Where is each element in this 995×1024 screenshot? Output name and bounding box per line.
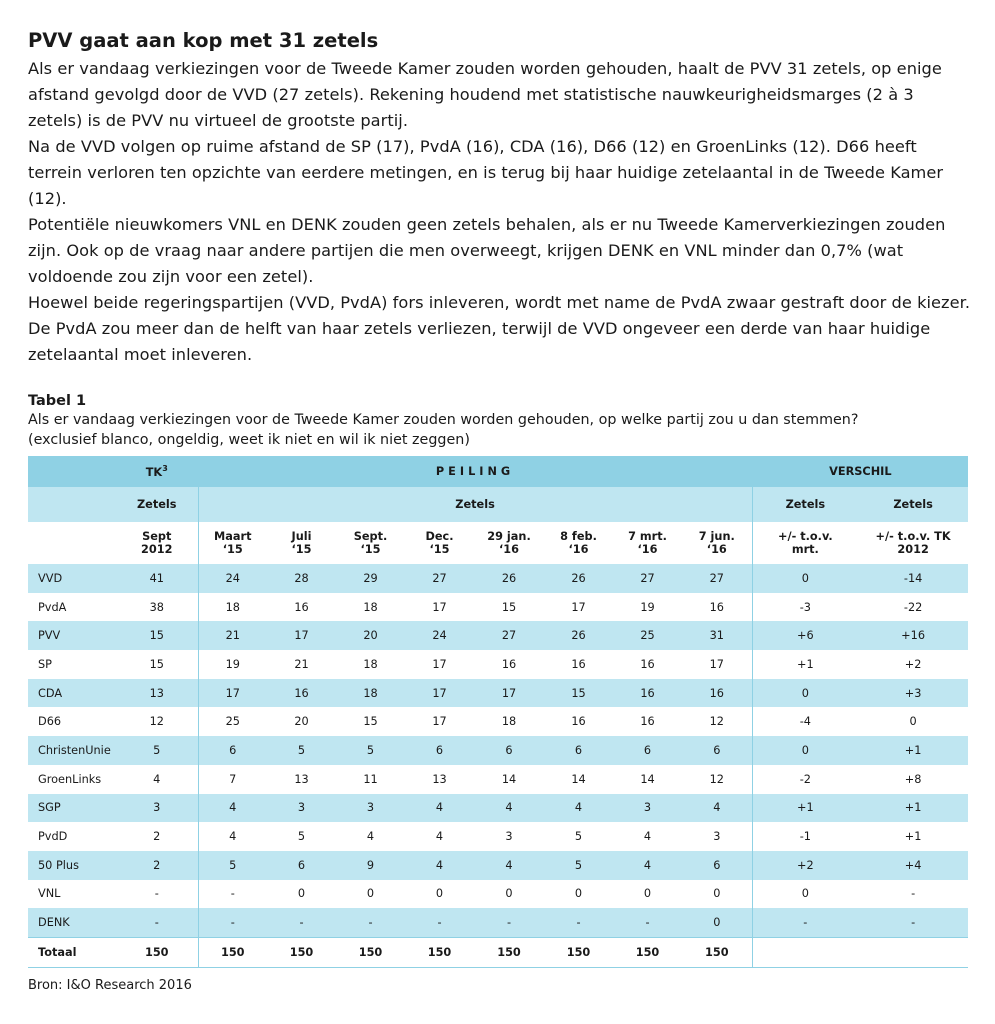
poll-value: 4 [366, 830, 375, 844]
poll-value: 31 [682, 621, 752, 650]
poll-value: 27 [613, 564, 682, 593]
poll-value: 16 [501, 657, 517, 671]
poll-value: 4 [682, 794, 752, 823]
poll-value: 15 [544, 679, 613, 708]
poll-value: 6 [267, 851, 336, 880]
diff-tk-value [858, 937, 968, 967]
tk-2012-value: 13 [116, 679, 198, 708]
diff-mrt-value: +1 [752, 794, 858, 823]
poll-value: 26 [474, 564, 544, 593]
poll-value: 6 [682, 851, 752, 880]
poll-value: 6 [198, 736, 267, 765]
header-diff-tk-zetels: Zetels [858, 487, 968, 522]
poll-value: 12 [709, 772, 724, 786]
diff-tk-value: +16 [858, 621, 968, 650]
party-name: D66 [38, 715, 62, 729]
poll-value: 5 [336, 736, 405, 765]
table-row [28, 593, 968, 622]
poll-value: 6 [405, 736, 474, 765]
header-verschil: VERSCHIL [752, 456, 968, 487]
diff-tk-value: +1 [858, 794, 968, 823]
poll-value: 5 [198, 851, 267, 880]
poll-value: 6 [474, 736, 544, 765]
source-note: Bron: I&O Research 2016 [28, 977, 192, 993]
poll-value: 17 [432, 657, 447, 671]
poll-value: 0 [297, 887, 306, 901]
table-row [28, 765, 968, 794]
table-row [28, 621, 968, 650]
tk-2012-value: - [154, 887, 159, 901]
diff-tk-value: 0 [909, 715, 917, 729]
tk-2012-value: 38 [149, 600, 164, 614]
total-row [28, 937, 968, 967]
poll-value: 0 [505, 887, 513, 901]
poll-value: 4 [643, 830, 652, 844]
poll-value: 26 [544, 564, 613, 593]
poll-value: 16 [267, 679, 336, 708]
poll-value: 7 [198, 765, 267, 794]
poll-value: 16 [571, 715, 586, 729]
poll-value: 6 [613, 736, 682, 765]
diff-mrt-value: 0 [752, 679, 858, 708]
poll-value: 14 [571, 772, 586, 786]
poll-value: 4 [405, 851, 474, 880]
poll-value: 150 [336, 937, 405, 967]
header-diff-mrt-zetels: Zetels [752, 487, 858, 522]
table-row [28, 822, 968, 851]
diff-mrt-value: 0 [752, 880, 858, 909]
poll-value: 18 [363, 657, 378, 671]
poll-value: 4 [198, 822, 267, 851]
poll-value: 14 [640, 772, 655, 786]
tk-2012-value: 15 [149, 657, 164, 671]
article-paragraph-4: Hoewel beide regeringspartijen (VVD, PvdA) fors inleveren, wordt met name de PvdA zwaar gestraft door de kiezer. De PvdA zou meer dan de helft van haar zetels verliezen, terwijl de VVD ongeveer een derde van haar huidige zetelaantal moet inleveren. [28, 293, 971, 364]
table-row [28, 851, 968, 880]
article-paragraph-2: Na de VVD volgen op ruime afstand de SP (17), PvdA (16), CDA (16), D66 (12) en GroenLinks (12). D66 heeft terrein verloren ten opzichte van eerdere metingen, en is terug bij haar huidige zetelaantal in de Tweede Kamer (12). [28, 137, 944, 208]
article-paragraph-3: Potentiële nieuwkomers VNL en DENK zouden geen zetels behalen, als er nu Tweede Kamerverkiezingen zouden zijn. Ook op de vraag naar andere partijen die men overweegt, krijgen DENK en VNL minder dan 0,7% (wat voldoende zou zijn voor een zetel). [28, 215, 946, 286]
table-row [28, 908, 968, 937]
header-empty [28, 456, 116, 487]
poll-value: 17 [432, 600, 447, 614]
poll-value: - [198, 880, 267, 909]
poll-value: 24 [405, 621, 474, 650]
table-row [28, 794, 968, 823]
poll-value: - [474, 908, 544, 937]
header-peiling-zetels: Zetels [198, 487, 752, 522]
tk-2012-value: 3 [116, 794, 198, 823]
poll-value: 4 [435, 830, 444, 844]
poll-value: - [198, 908, 267, 937]
poll-value: 25 [198, 707, 267, 736]
tk-2012-value: 15 [116, 621, 198, 650]
poll-value: 0 [574, 887, 583, 901]
party-name: PvdA [38, 600, 67, 614]
tk-2012-value: - [116, 908, 198, 937]
poll-value: - [544, 908, 613, 937]
header-poll-date: 7 jun. ‘16 [682, 522, 752, 564]
table-row [28, 707, 968, 736]
poll-value: 16 [294, 600, 309, 614]
poll-value: 16 [640, 715, 655, 729]
poll-value: 9 [336, 851, 405, 880]
table-row [28, 679, 968, 708]
poll-value: 12 [709, 715, 724, 729]
diff-mrt-value: -3 [752, 593, 858, 622]
poll-value: 17 [267, 621, 336, 650]
poll-value: 4 [198, 794, 267, 823]
header-diff-tk: +/- t.o.v. TK 2012 [858, 522, 968, 564]
diff-mrt-value: 0 [752, 736, 858, 765]
poll-value: 17 [474, 679, 544, 708]
header-poll-date: Sept. ‘15 [336, 522, 405, 564]
poll-value: 20 [336, 621, 405, 650]
header-tk-date: Sept 2012 [116, 522, 198, 564]
table-row [28, 880, 968, 909]
diff-mrt-value: +2 [752, 851, 858, 880]
poll-value: 27 [405, 564, 474, 593]
poll-value: 27 [474, 621, 544, 650]
header-empty [28, 522, 116, 564]
poll-value: 18 [501, 715, 517, 729]
poll-value: 17 [432, 715, 447, 729]
poll-value: 3 [713, 830, 721, 844]
header-poll-date: 29 jan. ‘16 [474, 522, 544, 564]
tk-2012-value: 2 [116, 851, 198, 880]
article-paragraph-1: Als er vandaag verkiezingen voor de Tweede Kamer zouden worden gehouden, haalt de PVV 31 zetels, op enige afstand gevolgd door de VVD (27 zetels). Rekening houdend met statistische nauwkeurigheidsmarges (2 à 3 zetels) is de PVV nu virtueel de grootste partij. [28, 59, 942, 130]
document-page [28, 28, 973, 993]
poll-value: 150 [613, 937, 682, 967]
poll-value: 4 [613, 851, 682, 880]
header-poll-date: 8 feb. ‘16 [544, 522, 613, 564]
poll-value: 0 [435, 887, 444, 901]
article-title: PVV gaat aan kop met 31 zetels [28, 29, 379, 52]
diff-tk-value: - [911, 887, 916, 901]
poll-value: 21 [198, 621, 267, 650]
poll-value: 26 [544, 621, 613, 650]
table-row [28, 650, 968, 679]
diff-tk-value: - [858, 908, 968, 937]
poll-value: - [405, 908, 474, 937]
poll-value: 17 [709, 657, 724, 671]
poll-value: 3 [336, 794, 405, 823]
diff-tk-value: +1 [858, 736, 968, 765]
diff-tk-value: +1 [904, 830, 922, 844]
diff-mrt-value: 0 [752, 564, 858, 593]
diff-tk-value: +3 [858, 679, 968, 708]
poll-value: 3 [613, 794, 682, 823]
party-name: CDA [28, 679, 116, 708]
diff-tk-value: -22 [903, 600, 923, 614]
poll-value: 15 [363, 715, 378, 729]
poll-value: 3 [267, 794, 336, 823]
tk-2012-value: 4 [153, 772, 161, 786]
poll-value: 0 [682, 908, 752, 937]
header-row-dates [28, 522, 968, 564]
tk-2012-value: 2 [153, 830, 161, 844]
table-question-line-1: Als er vandaag verkiezingen voor de Tweede Kamer zouden worden gehouden, op welke partij zou u dan stemmen? [28, 412, 859, 428]
party-name: ChristenUnie [28, 736, 116, 765]
poll-value: 4 [405, 794, 474, 823]
poll-value: 16 [640, 657, 655, 671]
poll-value: 28 [267, 564, 336, 593]
party-name: Totaal [28, 937, 116, 967]
header-peiling: PEILING [198, 456, 752, 487]
poll-value: 3 [505, 830, 513, 844]
poll-value: 16 [613, 679, 682, 708]
poll-value: - [613, 908, 682, 937]
diff-tk-value: +2 [904, 657, 922, 671]
poll-value: 4 [474, 851, 544, 880]
poll-value: 15 [501, 600, 517, 614]
header-poll-date: Maart ‘15 [198, 522, 267, 564]
table-row [28, 564, 968, 593]
party-name: VNL [38, 887, 61, 901]
header-row-2 [28, 487, 968, 522]
table-question [28, 410, 973, 450]
poll-value: 11 [363, 772, 378, 786]
poll-value: 6 [544, 736, 613, 765]
poll-value: 150 [682, 937, 752, 967]
poll-value: 6 [682, 736, 752, 765]
diff-mrt-value: - [752, 908, 858, 937]
poll-value: 150 [198, 937, 267, 967]
poll-value: 20 [294, 715, 309, 729]
poll-value: 18 [198, 593, 267, 622]
diff-mrt-value: -1 [752, 822, 858, 851]
party-name: 50 Plus [28, 851, 116, 880]
header-tk: $TK^3$ [116, 456, 198, 487]
diff-tk-value: +8 [904, 772, 922, 786]
header-poll-date: Juli ‘15 [267, 522, 336, 564]
party-name: GroenLinks [38, 772, 102, 786]
diff-mrt-value: +6 [752, 621, 858, 650]
party-name: PVV [28, 621, 116, 650]
header-diff-mrt: +/- t.o.v. mrt. [752, 522, 858, 564]
poll-value: 0 [366, 887, 375, 901]
party-name: DENK [28, 908, 116, 937]
poll-value: - [267, 908, 336, 937]
header-row-1 [28, 456, 968, 487]
poll-value: 5 [267, 736, 336, 765]
poll-value: 24 [198, 564, 267, 593]
poll-value: 17 [198, 679, 267, 708]
table-title: Tabel 1 [28, 393, 87, 409]
party-name: SP [38, 657, 52, 671]
diff-tk-value: +4 [858, 851, 968, 880]
poll-value: 4 [544, 794, 613, 823]
poll-value: 17 [405, 679, 474, 708]
header-poll-date: 7 mrt. ‘16 [613, 522, 682, 564]
tk-2012-value: 12 [149, 715, 164, 729]
poll-value: 13 [432, 772, 447, 786]
diff-mrt-value [752, 937, 858, 967]
diff-mrt-value: +1 [752, 650, 858, 679]
poll-value: 21 [294, 657, 309, 671]
poll-value: 16 [682, 679, 752, 708]
party-name: SGP [28, 794, 116, 823]
diff-tk-value: -14 [858, 564, 968, 593]
poll-value: 150 [405, 937, 474, 967]
poll-value: 19 [198, 650, 267, 679]
diff-mrt-value: -2 [752, 765, 858, 794]
party-name: VVD [28, 564, 116, 593]
diff-mrt-value: -4 [752, 707, 858, 736]
article [28, 28, 973, 368]
poll-value: 18 [363, 600, 378, 614]
poll-value: 14 [501, 772, 517, 786]
poll-value: 25 [613, 621, 682, 650]
poll-value: 29 [336, 564, 405, 593]
poll-table [28, 456, 968, 968]
poll-value: - [336, 908, 405, 937]
poll-value: 150 [267, 937, 336, 967]
poll-value: 16 [571, 657, 586, 671]
tk-2012-value: 5 [116, 736, 198, 765]
party-name: PvdD [38, 830, 68, 844]
poll-value: 4 [474, 794, 544, 823]
poll-value: 5 [574, 830, 583, 844]
tk-2012-value: 150 [116, 937, 198, 967]
table-row [28, 736, 968, 765]
poll-value: 27 [682, 564, 752, 593]
tk-2012-value: 41 [116, 564, 198, 593]
poll-value: 150 [544, 937, 613, 967]
poll-value: 16 [709, 600, 724, 614]
poll-value: 150 [474, 937, 544, 967]
poll-value: 0 [643, 887, 652, 901]
header-poll-date: Dec. ‘15 [405, 522, 474, 564]
header-tk-zetels: Zetels [116, 487, 198, 522]
poll-value: 5 [297, 830, 306, 844]
poll-value: 17 [571, 600, 586, 614]
table-question-line-2: (exclusief blanco, ongeldig, weet ik niet en wil ik niet zeggen) [28, 432, 470, 448]
poll-value: 5 [544, 851, 613, 880]
poll-value: 19 [640, 600, 655, 614]
poll-value: 0 [713, 887, 721, 901]
header-empty [28, 487, 116, 522]
poll-value: 18 [336, 679, 405, 708]
poll-value: 13 [294, 772, 309, 786]
